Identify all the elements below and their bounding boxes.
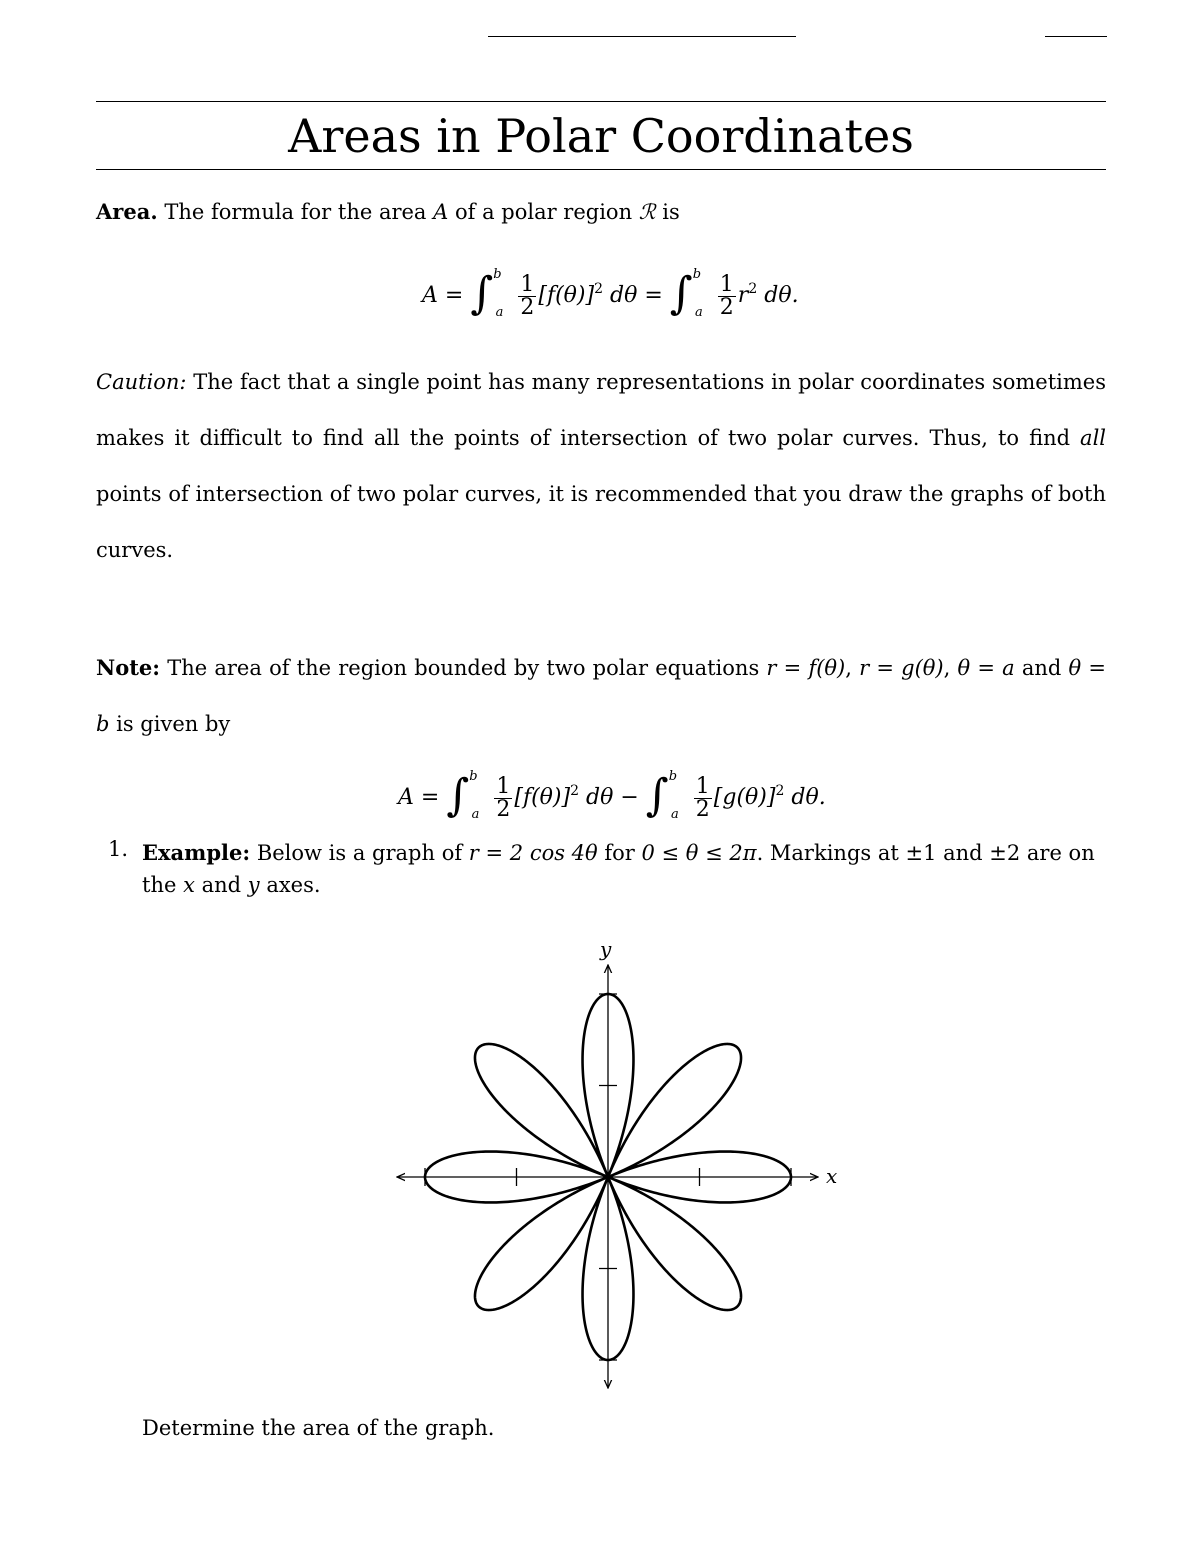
y-axis-label: y [600,937,612,961]
area-formula: A = ∫$^b_a$ $\frac{1}{2}$ $[f(\theta)]^2$ dθ = ∫$^b_a$ $\frac{1}{2}$ $r^2$ dθ. [422,267,799,320]
x-axis-label: x [826,1164,838,1188]
caution-label: Caution: [96,370,187,394]
date-blank-line [1045,36,1107,37]
title-top-rule [96,101,1106,102]
polar-rose-graph [380,930,860,1400]
caution-paragraph: Caution: The fact that a single point has many representations in polar coordinates sometimes makes it difficult to find all the points of intersection of two polar curves. Thus, to find all points of intersection of two polar curves, it is recommended that you draw the graphs of both curves. [96,370,1106,562]
note-label: Note: [96,655,161,680]
page-title: Areas in Polar Coordinates [288,109,914,163]
note-formula: A = ∫$^b_a$ $\frac{1}{2}$ $[f(\theta)]^2$ dθ − ∫$^b_a$ $\frac{1}{2}$ $[g(\theta)]^2$ dθ. [398,769,826,822]
area-label: Area. [96,199,158,224]
title-bottom-rule [96,169,1106,170]
area-paragraph: Area. The formula for the area A of a polar region ℛ is [96,199,680,224]
example-question: Determine the area of the graph. [142,1416,495,1440]
example-paragraph: Example: Below is a graph of r = 2 cos 4θ for 0 ≤ θ ≤ 2π. Markings at ±1 and ±2 are on the x and y axes. [142,840,1095,897]
example-number: 1. [108,837,129,861]
example-label: Example: [142,840,251,865]
name-blank-line [488,36,796,37]
note-paragraph: Note: The area of the region bounded by two polar equations r = f(θ), r = g(θ), θ = a and θ = b is given by [96,655,1106,736]
